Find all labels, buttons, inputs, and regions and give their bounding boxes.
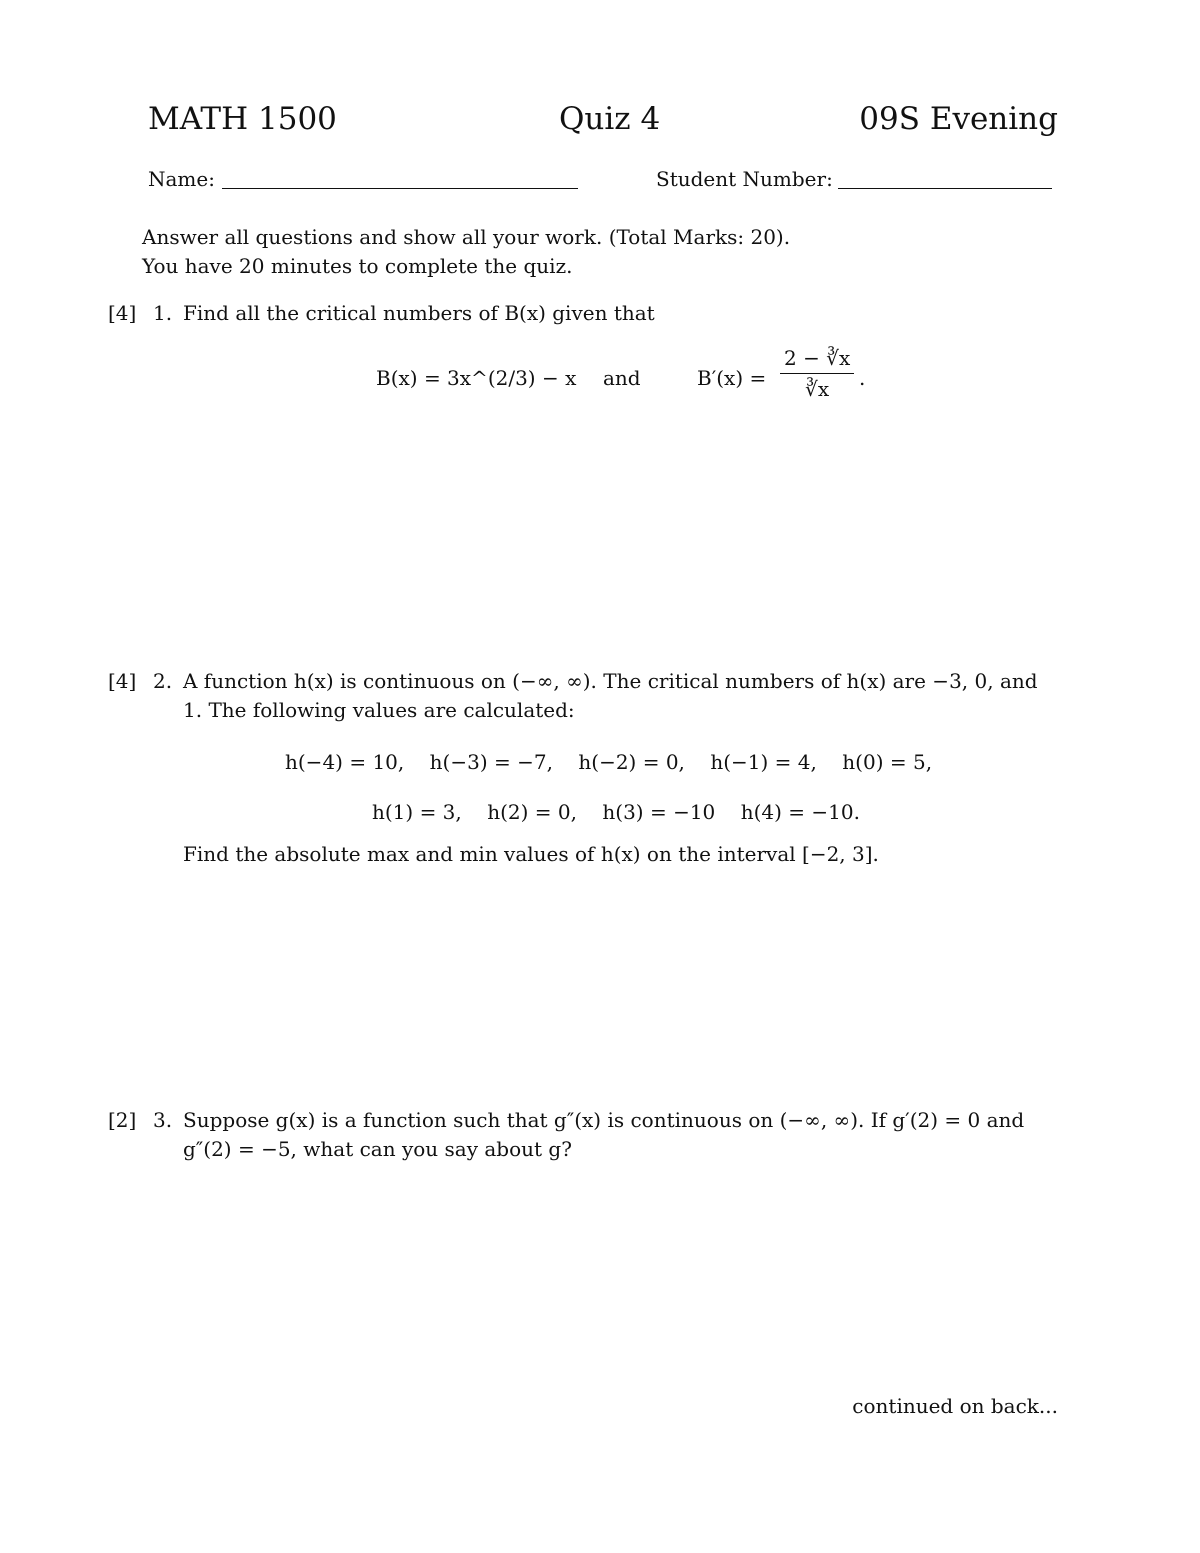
q2-number: 2. (153, 669, 173, 693)
q1-marks: [4] (108, 301, 137, 325)
student-number-label: Student Number: (656, 167, 833, 191)
student-number-field-line[interactable] (838, 188, 1052, 189)
q1-period: . (859, 366, 866, 390)
q1-and: and (603, 366, 641, 390)
q2-marks: [4] (108, 669, 137, 693)
q3-number: 3. (153, 1108, 173, 1132)
quiz-title: Quiz 4 (559, 101, 661, 137)
name-label: Name: (148, 167, 215, 191)
q1-fraction-numerator: 2 − ∛x (780, 346, 854, 374)
q1-equation-bprime-fraction (780, 346, 854, 401)
instruction-line-2: You have 20 minutes to complete the quiz. (142, 254, 573, 278)
q1-number: 1. (153, 301, 173, 325)
q3-prompt-line-1: Suppose g(x) is a function such that g″(x) is continuous on (−∞, ∞). If g′(2) = 0 and (183, 1108, 1025, 1132)
q2-prompt-line-3: Find the absolute max and min values of h(x) on the interval [−2, 3]. (183, 842, 879, 866)
q2-values-row-2: h(1) = 3, h(2) = 0, h(3) = −10 h(4) = −10. (372, 800, 860, 824)
q3-marks: [2] (108, 1108, 137, 1132)
instruction-line-1: Answer all questions and show all your work. (Total Marks: 20). (142, 225, 791, 249)
q2-prompt-line-1: A function h(x) is continuous on (−∞, ∞). The critical numbers of h(x) are −3, 0, and (183, 669, 1038, 693)
q1-prompt: Find all the critical numbers of B(x) given that (183, 301, 655, 325)
q1-equation-bprime-lhs: B′(x) = (697, 366, 767, 390)
q2-values-row-1: h(−4) = 10, h(−3) = −7, h(−2) = 0, h(−1) = 4, h(0) = 5, (285, 750, 933, 774)
course-code: MATH 1500 (148, 101, 337, 137)
name-field-line[interactable] (222, 188, 578, 189)
continued-note: continued on back... (852, 1394, 1058, 1418)
q1-fraction-denominator: ∛x (805, 377, 830, 401)
q2-prompt-line-2: 1. The following values are calculated: (183, 698, 575, 722)
term-label: 09S Evening (859, 101, 1058, 137)
q1-equation-b: B(x) = 3x^(2/3) − x (376, 366, 577, 390)
q3-prompt-line-2: g″(2) = −5, what can you say about g? (183, 1137, 572, 1161)
